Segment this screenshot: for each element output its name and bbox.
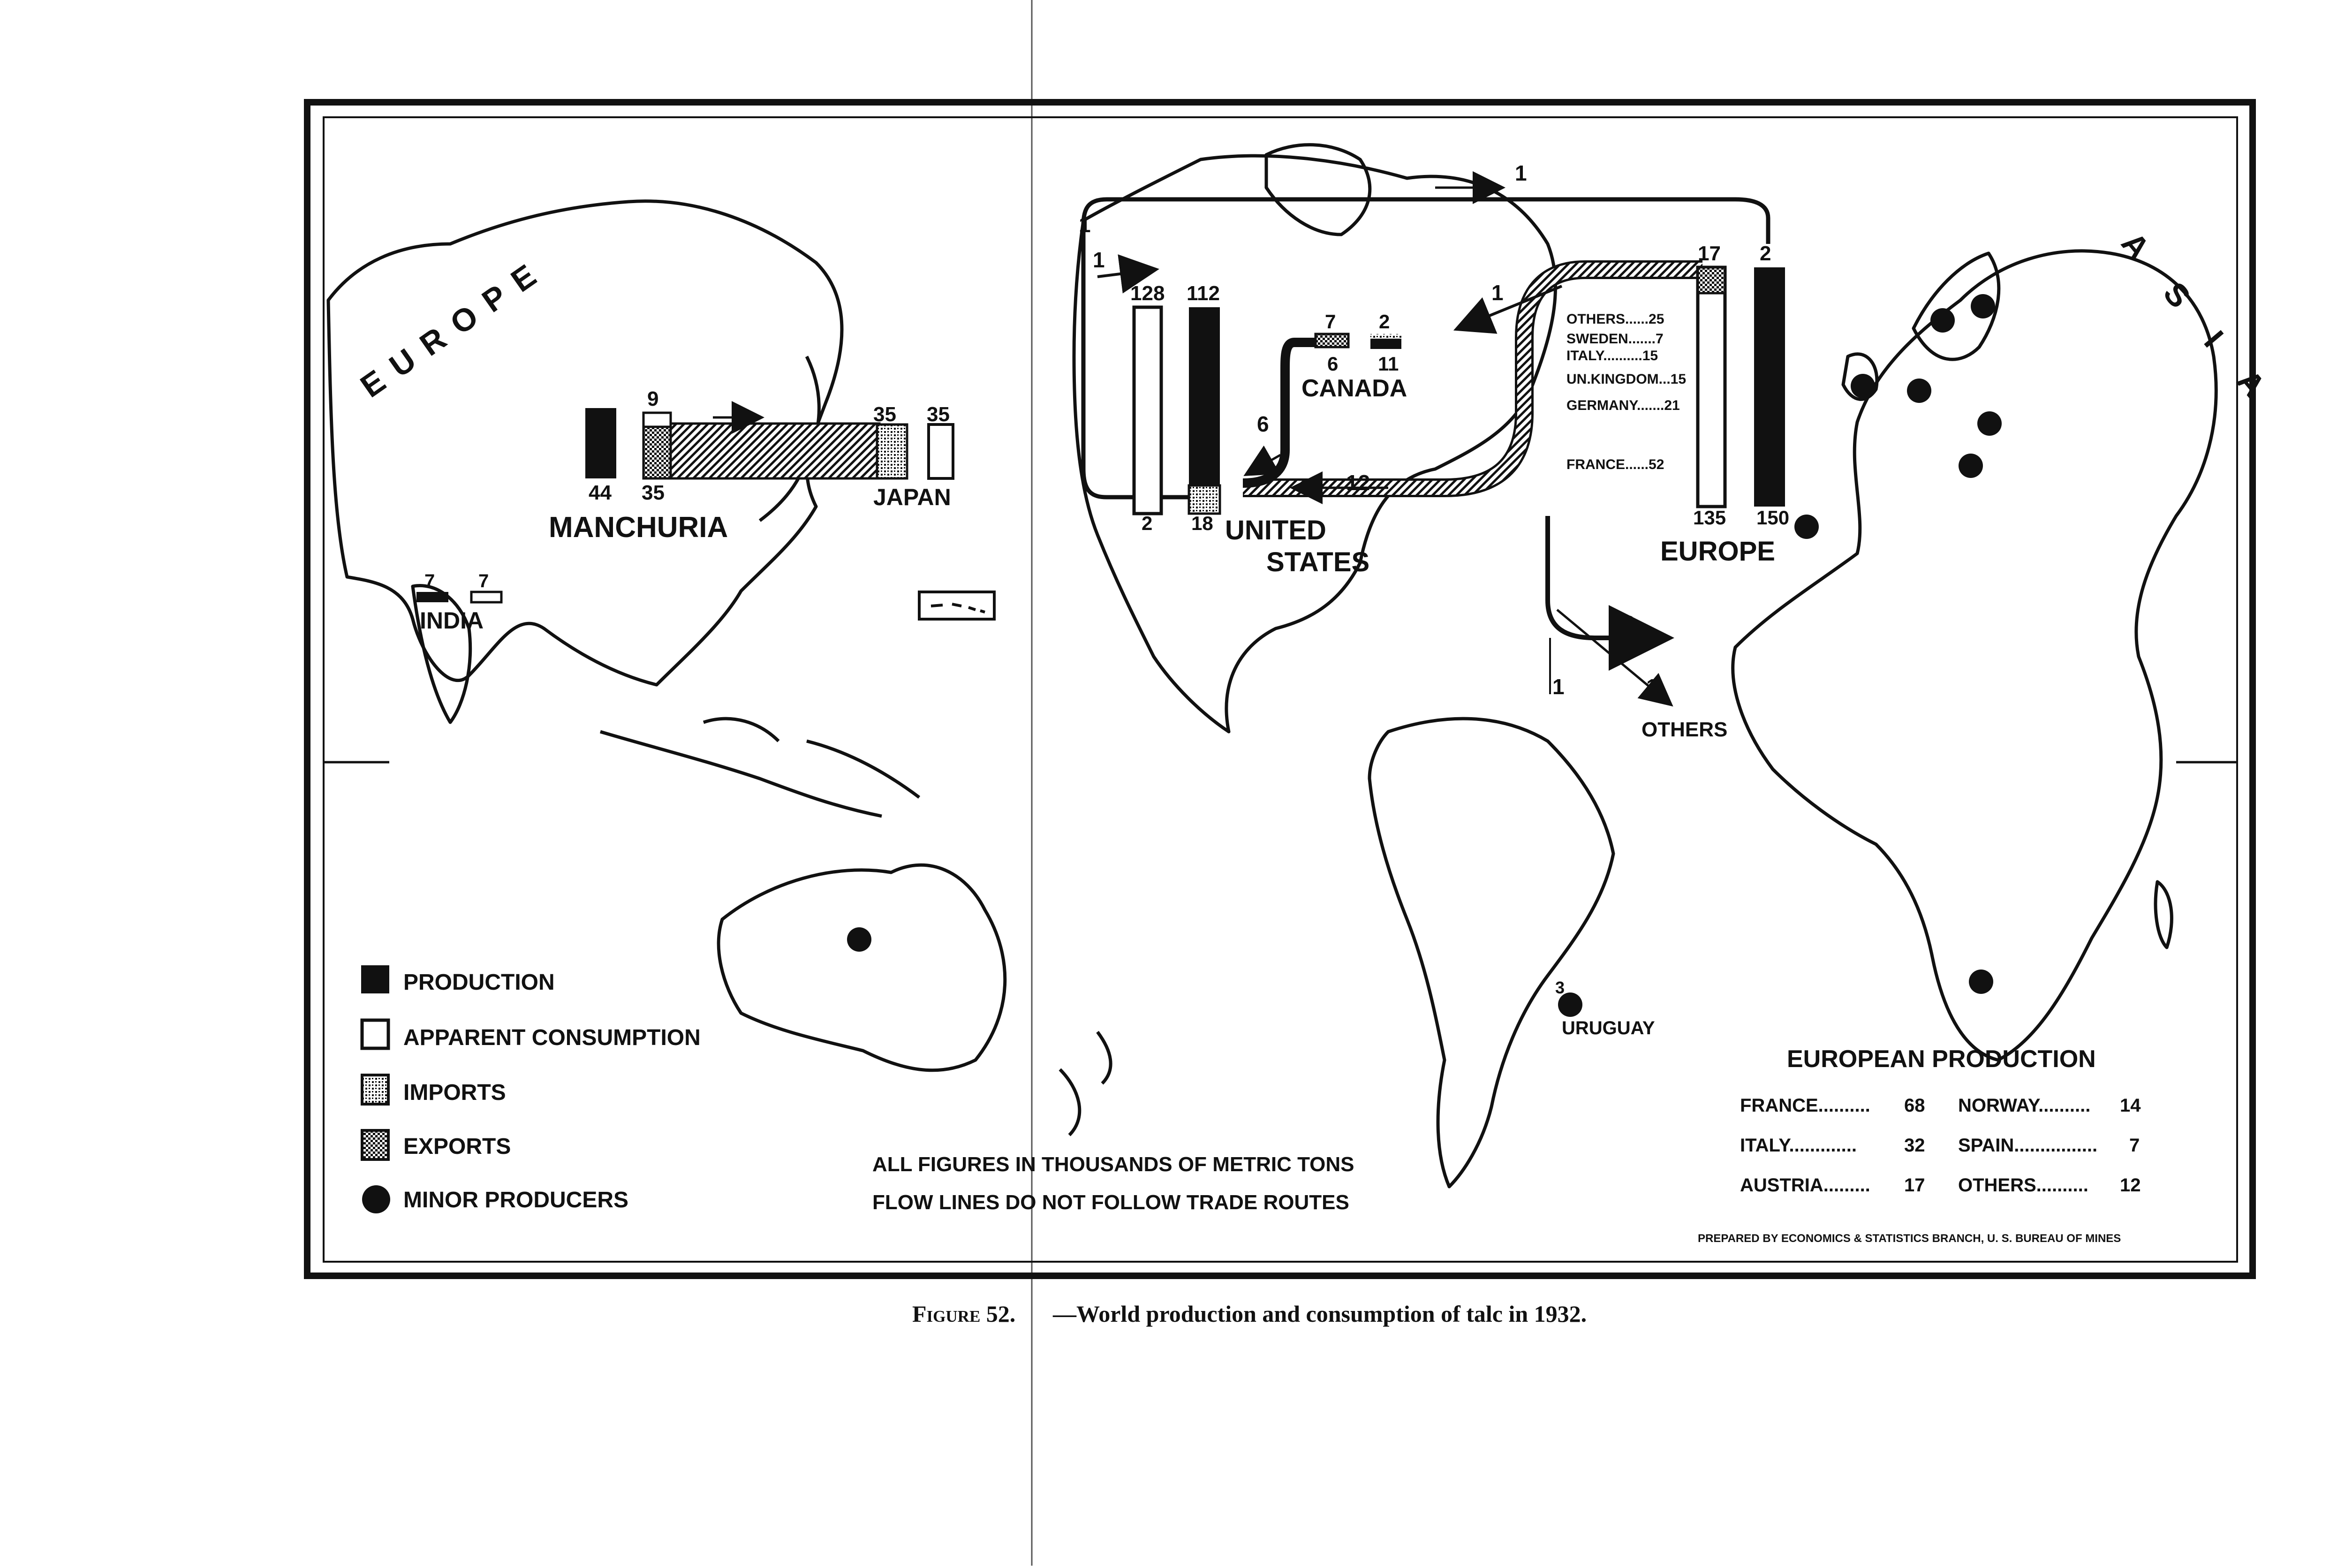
canada-imports-strip [1370,334,1401,339]
europe-imports-item: FRANCE......52 [1566,457,1664,472]
india-consumption-value: 7 [478,571,489,591]
us-consumption-bottom-value: 2 [1142,512,1153,534]
minor-producer-dot [1971,294,1995,318]
landmass-greenland [1266,145,1370,235]
manchuria-exports-top-value: 9 [647,387,659,410]
legend-swatch-imports [362,1075,388,1104]
landmass-india [413,585,470,722]
region-india [416,571,501,634]
flow-label: 1 [1491,280,1504,305]
canada-exports-top-value: 7 [1325,311,1336,333]
flow-label: 1 [1646,674,1658,699]
europe-imports-item: GERMANY.......21 [1566,398,1680,413]
us-imports-value: 18 [1191,512,1213,534]
canada-exports-bottom-value: 6 [1327,353,1339,375]
legend-swatch-production [361,965,389,993]
flow-label: 2 [1623,611,1635,636]
europe-imports-item: ITALY..........15 [1566,348,1658,364]
note-units: ALL FIGURES IN THOUSANDS OF METRIC TONS [872,1153,1354,1176]
landmass-indonesia [600,719,919,816]
legend-label-exports: EXPORTS [403,1134,511,1159]
map-frame-inner [324,117,2237,1262]
japan-label: JAPAN [873,484,951,510]
others-label: OTHERS [1642,718,1728,741]
flow-arrow-into-us-box [1097,270,1154,277]
european-production-country: FRANCE.......... [1740,1095,1870,1116]
flow-label: 1 [1552,674,1565,699]
india-consumption-bar [471,592,501,602]
minor-producer-dot [1969,970,1993,994]
european-production-value: 7 [2129,1135,2140,1156]
flow-label: 12 [1346,470,1370,495]
legend-swatch-apparent-consumption [362,1020,388,1048]
landmass-south-america [1369,719,1613,1187]
us-label-line2: STATES [1266,547,1370,577]
european-production-value: 14 [2120,1095,2141,1116]
us-production-bar [1189,307,1220,485]
minor-producer-dots [847,294,2002,994]
europe-consumption-bar [1698,267,1725,507]
credit-line: PREPARED BY ECONOMICS & STATISTICS BRANCH, U. S. BUREAU OF MINES [1698,1232,2121,1245]
flow-label: 1 [1079,212,1091,237]
legend-label-apparent-consumption: APPARENT CONSUMPTION [403,1025,701,1050]
europe-imports-item: UN.KINGDOM...15 [1566,371,1687,387]
legend [361,965,701,1213]
japan-imports-value: 35 [873,403,896,426]
manchuria-label: MANCHURIA [549,511,728,544]
europe-production-value: 150 [1756,507,1790,529]
european-production-country: AUSTRIA......... [1740,1175,1870,1196]
minor-producer-dot [1851,374,1875,398]
continent-label-asia: ASIA [2114,225,2300,436]
canada-label: CANADA [1301,375,1407,402]
flow-arrow-europe-canada [1459,286,1562,328]
flow-line-europe-others [1548,516,1665,638]
european-production-value: 68 [1904,1095,1925,1116]
japan-consumption-value: 35 [927,403,950,426]
canada-production-top-value: 2 [1379,311,1390,333]
flow-band-manchuria-japan [664,424,879,478]
us-label-line1: UNITED [1225,515,1326,545]
legend-label-imports: IMPORTS [403,1080,506,1105]
europe-exports-bar [1698,267,1725,293]
minor-producer-dot [1794,515,1819,539]
flow-label: 1 [1093,248,1105,272]
caption-text: —World production and consumption of talc in 1932. [1053,1301,1587,1327]
minor-producer-dot [1930,308,1955,333]
legend-label-production: PRODUCTION [403,970,555,995]
us-consumption-value: 128 [1130,282,1165,305]
us-production-value: 112 [1187,282,1220,305]
manchuria-production-bar [585,408,616,478]
legend-swatch-exports [362,1130,388,1159]
europe-imports-item: OTHERS......25 [1566,311,1664,327]
japan-imports-bar [877,424,907,478]
european-production-table [1740,1045,2141,1196]
canada-exports-bar [1316,334,1348,347]
manchuria-exports-bar-top [643,413,671,427]
us-consumption-bar [1134,307,1161,514]
note-flow-lines: FLOW LINES DO NOT FOLLOW TRADE ROUTES [872,1191,1349,1214]
european-production-value: 12 [2120,1175,2141,1196]
europe-production-top-value: 2 [1760,242,1771,265]
minor-producer-dot [847,927,871,952]
uruguay-label: URUGUAY [1562,1018,1655,1038]
europe-imports-item: SWEDEN.......7 [1566,331,1664,347]
minor-producer-dot [1907,379,1931,403]
caption-prefix: Figure 52. [912,1301,1016,1327]
figure-caption [912,1301,1587,1327]
flow-band-canada-us [1243,342,1318,483]
landmass-australia [719,865,1005,1070]
flow-label: 1 [1515,161,1527,185]
india-production-value: 7 [424,571,435,591]
flow-label: 6 [1257,412,1269,436]
manchuria-exports-value: 35 [642,481,665,504]
europe-consumption-value: 135 [1693,507,1726,529]
european-production-value: 32 [1904,1135,1925,1156]
legend-swatch-minor-producers [362,1185,390,1213]
european-production-country: SPAIN................ [1958,1135,2098,1156]
flow-line-labels [1079,161,1658,699]
canada-production-bottom-value: 11 [1378,353,1399,375]
european-production-country: ITALY............. [1740,1135,1857,1156]
japan-consumption-bar [929,424,953,478]
landmass-new-zealand [1060,1032,1111,1135]
landmass-europe-africa [1733,251,2216,1060]
flow-line-europe-us-top [1083,199,1768,497]
europe-production-bar [1754,267,1785,507]
continent-label-europe: EUROPE [354,250,554,405]
uruguay-value: 3 [1555,978,1565,997]
region-canada [1301,311,1407,402]
legend-label-minor-producers: MINOR PRODUCERS [403,1188,629,1212]
europe-imports-list [1566,311,1686,472]
european-production-value: 17 [1904,1175,1925,1196]
europe-exports-value: 17 [1698,242,1721,265]
minor-producer-dot [1977,411,2002,436]
european-production-title: EUROPEAN PRODUCTION [1787,1045,2096,1073]
europe-label: EUROPE [1660,536,1775,567]
manchuria-production-value: 44 [589,481,612,504]
region-japan [873,403,953,510]
landmass-madagascar [2156,882,2171,947]
india-production-bar [416,592,448,602]
us-imports-bar [1189,485,1220,514]
european-production-country: OTHERS.......... [1958,1175,2088,1196]
european-production-country: NORWAY.......... [1958,1095,2091,1116]
india-label: INDIA [420,607,484,634]
minor-producer-dot [1959,454,1983,478]
